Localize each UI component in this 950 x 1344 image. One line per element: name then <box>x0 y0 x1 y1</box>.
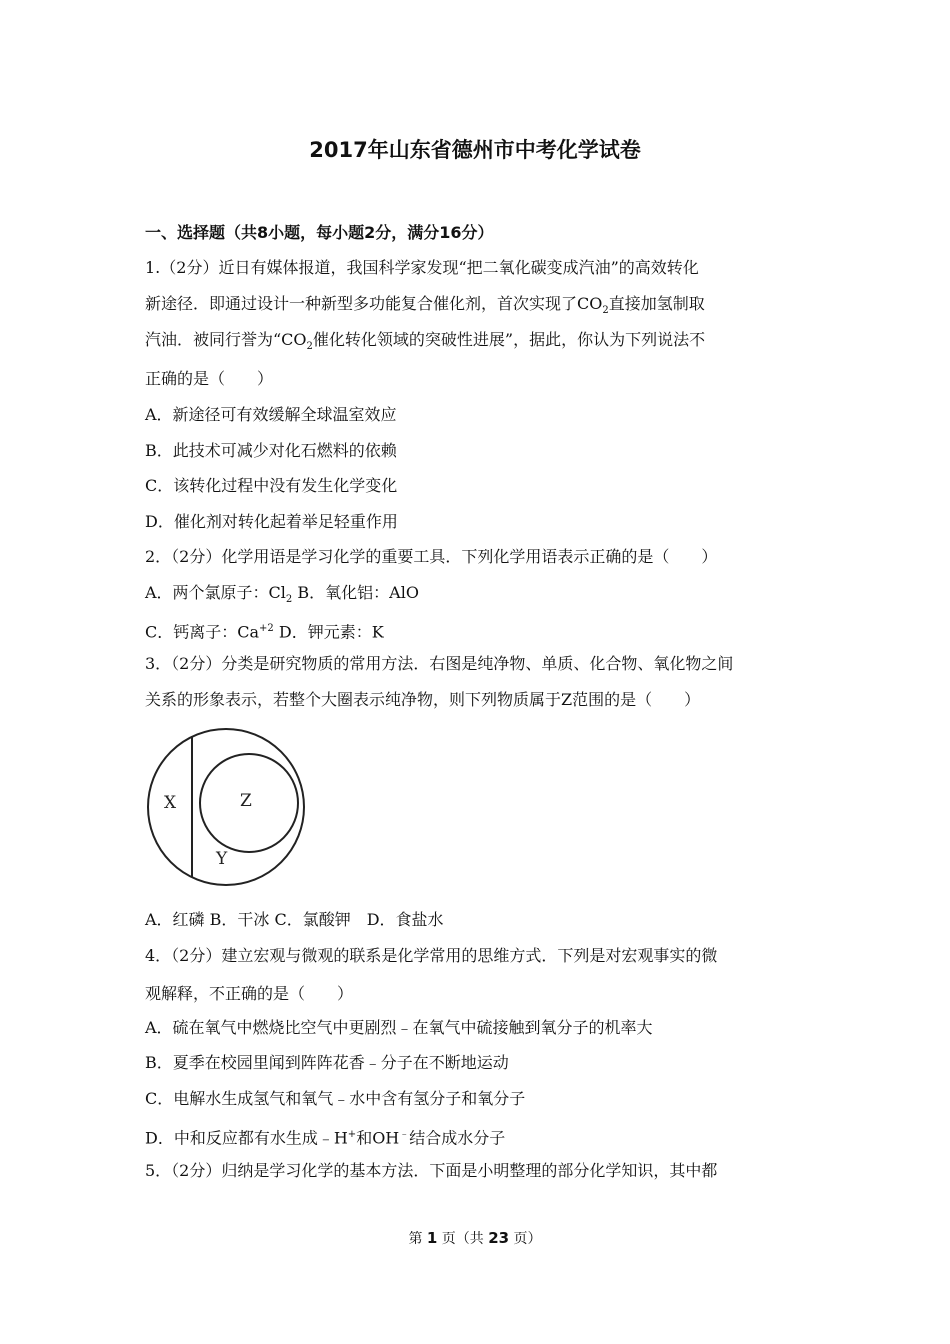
q1-line-2-subscript: 2 <box>602 305 609 317</box>
q4-option-a: A．硫在氧气中燃烧比空气中更剧烈﹣在氧气中硫接触到氧分子的机率大 <box>145 1018 653 1037</box>
q4-option-d-text-b: 和OH <box>356 1128 400 1148</box>
q1-line-3-text-b: 催化转化领域的突破性进展”，据此，你认为下列说法不 <box>312 330 706 349</box>
footer-total-pages: 23 <box>488 1229 510 1247</box>
q4-line-1: 4．（2分）建立宏观与微观的联系是化学常用的思维方式．下列是对宏观事实的微 <box>145 946 718 965</box>
q2-option-c-text: C．钙离子：Ca <box>145 622 260 642</box>
label-x: X <box>164 793 177 813</box>
q2-option-a-subscript: 2 <box>285 594 293 606</box>
q1-line-3-text-a: 汽油．被同行誉为“CO <box>145 330 307 349</box>
q3-line-2: 关系的形象表示，若整个大圈表示纯净物，则下列物质属于Z范围的是（ ） <box>145 690 701 709</box>
q2-option-c-superscript: +2 <box>259 623 274 634</box>
q4-option-d-sup-1: + <box>347 1129 357 1140</box>
q1-line-2-text-b: 直接加氢制取 <box>608 294 705 313</box>
footer-suffix: 页） <box>509 1231 542 1247</box>
footer-prefix: 第 <box>408 1231 427 1247</box>
page-footer <box>0 1228 950 1248</box>
q2-options-ab <box>145 582 419 611</box>
q5-line-1: 5．（2分）归纳是学习化学的基本方法．下面是小明整理的部分化学知识，其中都 <box>145 1161 718 1180</box>
exam-title: 2017年山东省德州市中考化学试卷 <box>309 138 641 162</box>
q1-option-b: B．此技术可减少对化石燃料的依赖 <box>145 441 397 460</box>
q1-line-2 <box>145 293 705 322</box>
q3-line-1: 3．（2分）分类是研究物质的常用方法．右图是纯净物、单质、化合物、氧化物之间 <box>145 654 734 673</box>
q2-options-cd <box>145 618 384 643</box>
q1-option-d: D．催化剂对转化起着举足轻重作用 <box>145 512 398 531</box>
venn-diagram <box>140 724 310 890</box>
footer-page-number: 1 <box>426 1229 438 1247</box>
q1-line-4: 正确的是（ ） <box>145 369 274 388</box>
q2-line-1: 2．（2分）化学用语是学习化学的重要工具．下列化学用语表示正确的是（ ） <box>145 547 718 566</box>
footer-middle: 页（共 <box>437 1231 489 1247</box>
q2-option-b-text: B．氧化铝：AlO <box>292 583 419 602</box>
q1-option-c: C．该转化过程中没有发生化学变化 <box>145 476 398 495</box>
q4-option-d-sup-2: ﹣ <box>399 1129 410 1140</box>
q1-line-3-subscript: 2 <box>306 341 313 353</box>
q4-option-c: C．电解水生成氢气和氧气﹣水中含有氢分子和氧分子 <box>145 1089 526 1108</box>
q4-line-2: 观解释，不正确的是（ ） <box>145 984 354 1003</box>
q1-option-a: A．新途径可有效缓解全球温室效应 <box>145 405 397 424</box>
q4-option-d-text-c: 结合成水分子 <box>409 1128 506 1148</box>
q2-option-a-text: A．两个氯原子：Cl <box>145 583 286 602</box>
q1-line-1: 1.（2分）近日有媒体报道，我国科学家发现“把二氧化碳变成汽油”的高效转化 <box>145 258 699 277</box>
q4-option-b: B．夏季在校园里闻到阵阵花香﹣分子在不断地运动 <box>145 1053 509 1072</box>
q4-option-d-text-a: D．中和反应都有水生成﹣H <box>145 1128 348 1148</box>
label-z: Z <box>240 791 252 811</box>
q1-line-3 <box>145 329 705 358</box>
q3-options: A．红磷 B．干冰 C．氯酸钾 D．食盐水 <box>145 910 444 929</box>
section-heading: 一、选择题（共8小题，每小题2分，满分16分） <box>145 223 494 242</box>
q2-option-d-text: D．钾元素：K <box>273 622 384 642</box>
q1-line-2-text-a: 新途径．即通过设计一种新型多功能复合催化剂，首次实现了CO <box>145 294 603 313</box>
label-y: Y <box>216 849 228 869</box>
q4-option-d <box>145 1124 505 1149</box>
